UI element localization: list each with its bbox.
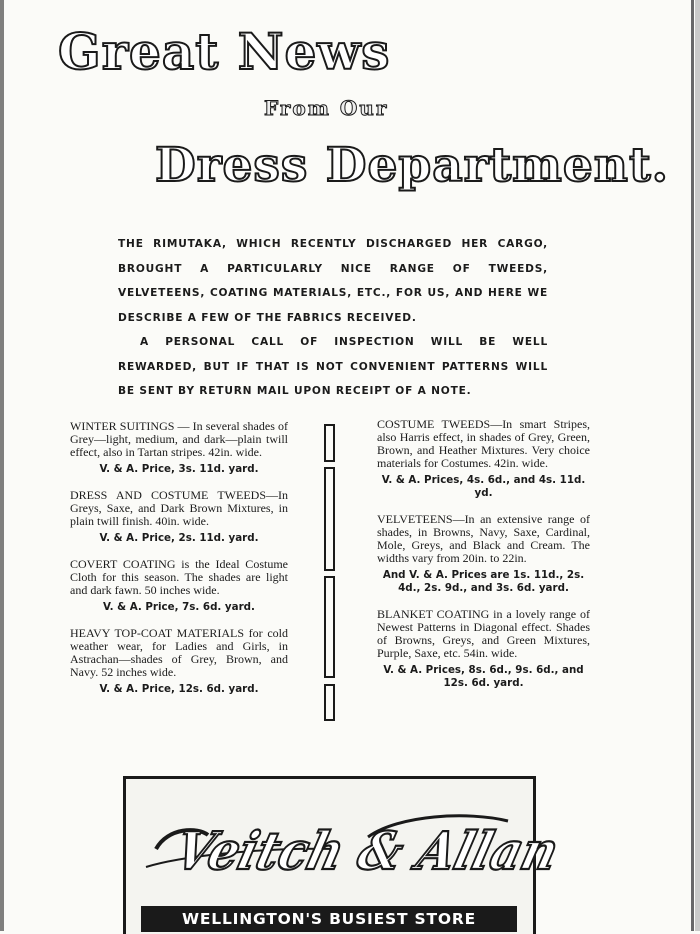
store-logo [123,776,601,934]
item-heading: WINTER SUITINGS [70,419,175,433]
item-velveteens [377,513,590,595]
page-edge-right [695,0,700,931]
item-price: V. & A. Prices, 4s. 6d., and 4s. 11d. yd. [381,474,586,499]
left-column [70,420,288,709]
store-banner: WELLINGTON'S BUSIEST STORE [141,906,517,932]
item-description [70,627,288,679]
item-description [70,420,288,459]
item-heading: COSTUME TWEEDS [377,417,491,431]
item-body: for cold weather wear, for Ladies and Girls, in Astrachan—shades of Grey, Brown, and Navy. 52 inches wide. [70,626,288,679]
item-body: in a lovely range of Newest Patterns in Diagonal effect. Shades of Browns, Greys, and Green Mixtures, Purple, Saxe, etc. 54in. wide. [377,607,590,660]
page-border-right [691,0,694,931]
veitch-allan-script-logo [138,807,601,897]
item-price: V. & A. Price, 7s. 6d. yard. [103,601,255,613]
item-heavy-top-coat [70,627,288,696]
intro-paragraph-1: THE RIMUTAKA, WHICH RECENTLY DISCHARGED HER CARGO, BROUGHT A PARTICULARLY NICE RANGE OF TWEEDS, VELVETEENS, COATING MATERIALS, ETC., FOR US, AND HERE WE DESCRIBE A FEW OF THE FABRICS RECEIVED. [118,238,548,324]
item-heading: HEAVY TOP-COAT MATERIALS [70,626,245,640]
item-price: V. & A. Price, 2s. 11d. yard. [99,532,259,544]
item-body: —In smart Stripes, also Harris effect, in shades of Grey, Green, Brown, and Heather Mixtures. Very choice materials for Costumes. 42in. wide. [377,417,590,470]
item-price: And V. & A. Prices are 1s. 11d., 2s. 4d., 2s. 9d., and 3s. 6d. yard. [382,569,585,594]
item-heading: DRESS AND COSTUME TWEEDS [70,488,266,502]
divider-box [324,424,335,462]
headline-dress-department: Dress Department. [155,138,670,193]
item-price: V. & A. Prices, 8s. 6d., 9s. 6d., and 12s. 6d. yard. [383,664,584,689]
right-column [377,418,590,703]
headline-great-news: Great News [58,22,391,81]
item-body: —In Greys, Saxe, and Dark Brown Mixtures, in plain twill finish. 40in. wide. [70,488,288,528]
item-description [377,418,590,470]
item-heading: BLANKET COATING [377,607,490,621]
item-costume-tweeds [377,418,590,500]
item-description [70,558,288,597]
divider-box [324,576,335,678]
item-description [377,513,590,565]
item-heading: VELVETEENS [377,512,453,526]
item-body: —In an extensive range of shades, in Browns, Navy, Saxe, Cardinal, Mole, Greys, and Black and Cream. The widths vary from 20in. to 22in. [377,512,590,565]
item-body: — In several shades of Grey—light, medium, and dark—plain twill effect, also in Tartan stripes. 42in. wide. [70,419,288,459]
item-price: V. & A. Price, 12s. 6d. yard. [99,683,259,695]
item-blanket-coating [377,608,590,690]
logo-script-text: Veitch & Allan [169,820,601,882]
intro-paragraph-2: A PERSONAL CALL OF INSPECTION WILL BE WELL REWARDED, BUT IF THAT IS NOT CONVENIENT PATTERNS WILL BE SENT BY RETURN MAIL UPON RECEIPT OF A NOTE. [118,336,548,397]
item-price: V. & A. Price, 3s. 11d. yard. [99,463,259,475]
item-covert-coating [70,558,288,614]
intro-text [118,232,548,404]
item-body: is the Ideal Costume Cloth for this season. The shades are light and dark fawn. 50 inches wide. [70,557,288,597]
headline-from-our: From Our [264,96,389,120]
divider-box [324,467,335,571]
divider-box [324,684,335,721]
item-winter-suitings [70,420,288,476]
item-description [70,489,288,528]
item-dress-costume-tweeds [70,489,288,545]
item-description [377,608,590,660]
page-edge-left [0,0,4,931]
item-heading: COVERT COATING [70,557,176,571]
